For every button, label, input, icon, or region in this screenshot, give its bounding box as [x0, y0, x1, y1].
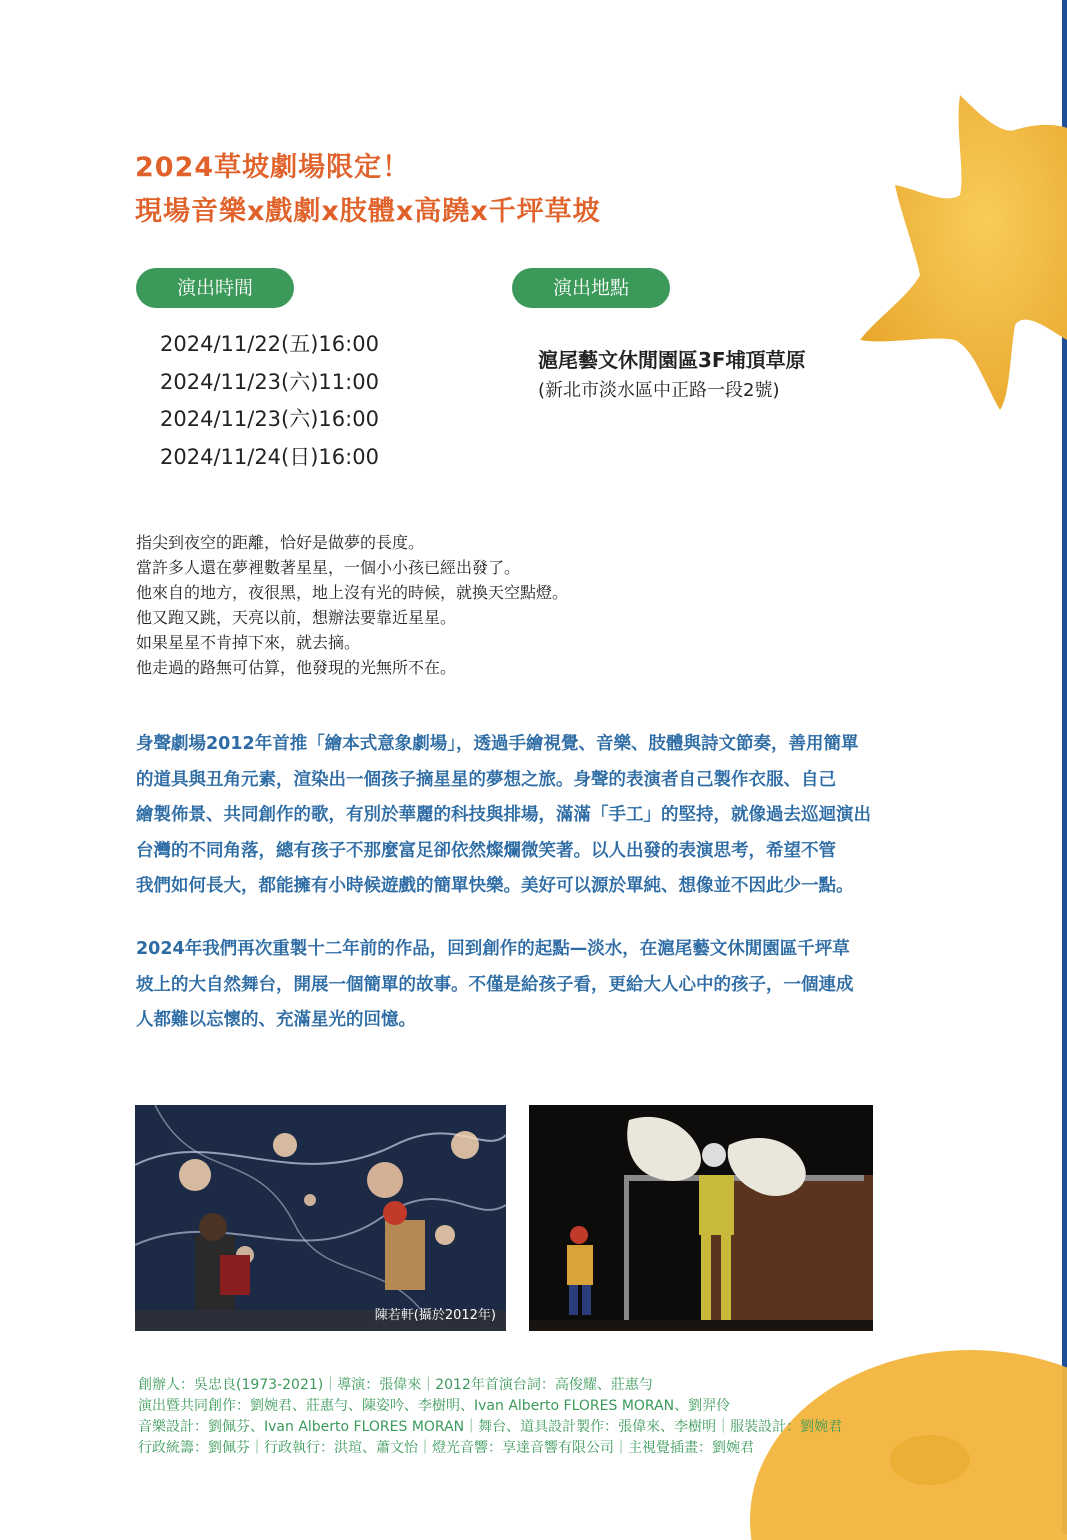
- credits: [138, 1375, 842, 1459]
- star-illustration: [850, 90, 1067, 420]
- description-paragraph-1: [136, 727, 976, 905]
- paragraph-line: 繪製佈景、共同創作的歌，有別於華麗的科技與排場，滿滿「手工」的堅持，就像過去巡迴演出: [136, 805, 871, 825]
- photo-1-image: [135, 1105, 506, 1331]
- paragraph-line: 台灣的不同角落，總有孩子不那麼富足卻依然燦爛微笑著。以人出發的表演思考，希望不管: [136, 840, 836, 861]
- credit-line: 創辦人：吳忠良(1973-2021)｜導演：張偉來｜2012年首演台詞：高俊耀、莊惠勻: [138, 1377, 653, 1393]
- description-paragraph-2: [136, 932, 976, 1039]
- poem-line: 他走過的路無可估算，他發現的光無所不在。: [136, 658, 457, 677]
- paragraph-line: 身聲劇場2012年首推「繪本式意象劇場」，透過手繪視覺、音樂、肢體與詩文節奏，善用簡單: [136, 734, 859, 754]
- poem-line: 如果星星不肯掉下來，就去摘。: [136, 633, 361, 652]
- date-item: 2024/11/23(六)11:00: [160, 369, 379, 394]
- poem-line: 他又跑又跳，天亮以前，想辦法要靠近星星。: [136, 608, 457, 627]
- poem-line: 指尖到夜空的距離，恰好是做夢的長度。: [136, 533, 425, 552]
- date-item: 2024/11/23(六)16:00: [160, 407, 379, 431]
- venue-label: 演出地點: [512, 268, 670, 308]
- poem-line: 當許多人還在夢裡數著星星，一個小小孩已經出發了。: [136, 558, 521, 577]
- venue-name: 滬尾藝文休閒園區3F埔頂草原: [538, 348, 806, 372]
- credit-line: 演出暨共同創作：劉婉君、莊惠勻、陳姿吟、李樹明、Ivan Alberto FLORES MORAN、劉羿伶: [138, 1398, 731, 1414]
- poem-line: 他來自的地方，夜很黑，地上沒有光的時候，就換天空點燈。: [136, 583, 569, 602]
- venue-address: (新北市淡水區中正路一段2號): [538, 380, 780, 401]
- headline-line1: 2024草坡劇場限定！: [135, 152, 411, 183]
- paragraph-line: 2024年我們再次重製十二年前的作品，回到創作的起點—淡水，在滬尾藝文休閒園區千坪草: [136, 939, 850, 959]
- headline-line2: 現場音樂x戲劇x肢體x高蹺x千坪草坡: [135, 196, 601, 227]
- stage-photo-1: [135, 1105, 506, 1331]
- paragraph-line: 坡上的大自然舞台，開展一個簡單的故事。不僅是給孩子看，更給大人心中的孩子，一個連成: [136, 974, 854, 995]
- schedule-label: 演出時間: [136, 268, 294, 308]
- poem: [136, 530, 568, 680]
- date-item: 2024/11/24(日)16:00: [160, 444, 379, 469]
- credit-line: 行政統籌：劉佩芬｜行政執行：洪瑄、蕭文怡｜燈光音響：享達音響有限公司｜主視覺插畫：劉婉君: [138, 1440, 754, 1456]
- stage-photo-2: [529, 1105, 873, 1331]
- date-list: [160, 326, 379, 476]
- paragraph-line: 我們如何長大，都能擁有小時候遊戲的簡單快樂。美好可以源於單純、想像並不因此少一點。: [136, 876, 854, 896]
- venue-block: [538, 344, 806, 406]
- paragraph-line: 人都難以忘懷的、充滿星光的回憶。: [136, 1010, 416, 1030]
- date-item: 2024/11/22(五)16:00: [160, 332, 379, 356]
- photo-caption: 陳若軒(攝於2012年): [374, 1308, 496, 1323]
- paragraph-line: 的道具與丑角元素，渲染出一個孩子摘星星的夢想之旅。身聲的表演者自己製作衣服、自己: [136, 769, 836, 790]
- headline: [135, 146, 601, 234]
- photo-2-image: [529, 1105, 873, 1331]
- credit-line: 音樂設計：劉佩芬、Ivan Alberto FLORES MORAN｜舞台、道具設計製作：張偉來、李樹明｜服裝設計：劉婉君: [138, 1419, 843, 1435]
